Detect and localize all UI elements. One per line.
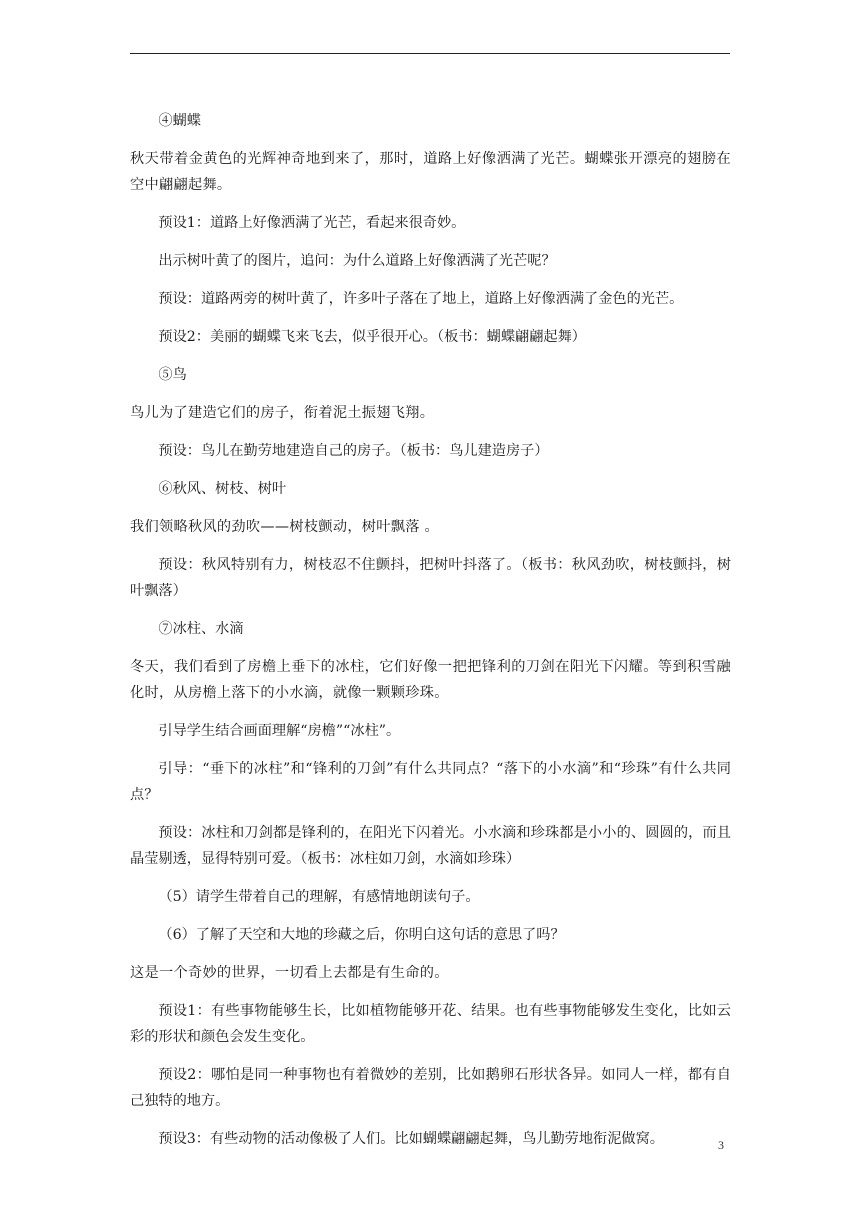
body-paragraph: ⑥秋风、树枝、树叶 (158, 481, 287, 497)
body-paragraph: 预设1：道路上好像洒满了光芒，看起来很奇妙。 (158, 215, 466, 231)
header-rule (130, 53, 730, 54)
body-paragraph: 预设：道路两旁的树叶黄了，许多叶子落在了地上，道路上好像洒满了金色的光芒。 (158, 291, 684, 307)
quoted-sentence: 冬天，我们看到了房檐上垂下的冰柱，它们好像一把把锋利的刀剑在阳光下闪耀。等到积雪融化时，从房檐上落下的小水滴，就像一颗颗珍珠。 (130, 659, 731, 701)
body-paragraph: ④蝴蝶 (158, 113, 201, 129)
quoted-sentence: 我们领略秋风的劲吹——树枝颤动，树叶飘落 。 (130, 519, 440, 535)
body-paragraph: 引导学生结合画面理解“房檐”“冰柱”。 (158, 723, 401, 739)
quoted-sentence: 这是一个奇妙的世界，一切看上去都是有生命的。 (130, 965, 449, 981)
body-paragraph: 预设：鸟儿在勤劳地建造自己的房子。（板书：鸟儿建造房子） (158, 443, 549, 459)
document-body (130, 108, 731, 1164)
body-paragraph: （5）请学生带着自己的理解，有感情地朗读句子。 (158, 889, 480, 905)
body-paragraph: ⑤鸟 (158, 367, 187, 383)
body-paragraph: 引导：“垂下的冰柱”和“锋利的刀剑”有什么共同点？“落下的小水滴”和“珍珠”有什么共同点？ (130, 761, 731, 803)
page-number: 3 (718, 1138, 724, 1152)
body-paragraph: 预设：秋风特别有力，树枝忍不住颤抖，把树叶抖落了。（板书：秋风劲吹，树枝颤抖，树叶飘落） (130, 557, 731, 599)
quoted-sentence: 鸟儿为了建造它们的房子，衔着泥土振翅飞翔。 (130, 405, 435, 421)
body-paragraph: （6）了解了天空和大地的珍藏之后，你明白这句话的意思了吗？ (158, 927, 565, 943)
quoted-sentence: 秋天带着金黄色的光辉神奇地到来了，那时，道路上好像洒满了光芒。蝴蝶张开漂亮的翅膀在空中翩翩起舞。 (130, 151, 731, 193)
body-paragraph: ⑦冰柱、水滴 (158, 621, 244, 637)
body-paragraph: 预设：冰柱和刀剑都是锋利的，在阳光下闪着光。小水滴和珍珠都是小小的、圆圆的，而且晶莹剔透，显得特别可爱。（板书：冰柱如刀剑，水滴如珍珠） (130, 825, 731, 867)
body-paragraph: 预设1：有些事物能够生长，比如植物能够开花、结果。也有些事物能够发生变化，比如云彩的形状和颜色会发生变化。 (130, 1003, 731, 1045)
body-paragraph: 预设2：美丽的蝴蝶飞来飞去，似乎很开心。（板书：蝴蝶翩翩起舞） (158, 329, 586, 345)
body-paragraph: 预设2：哪怕是同一种事物也有着微妙的差别，比如鹅卵石形状各异。如同人一样，都有自己独特的地方。 (130, 1067, 731, 1109)
body-paragraph: 预设3：有些动物的活动像极了人们。比如蝴蝶翩翩起舞，鸟儿勤劳地衔泥做窝。 (158, 1131, 664, 1147)
body-paragraph: 出示树叶黄了的图片，追问：为什么道路上好像洒满了光芒呢？ (158, 253, 556, 269)
